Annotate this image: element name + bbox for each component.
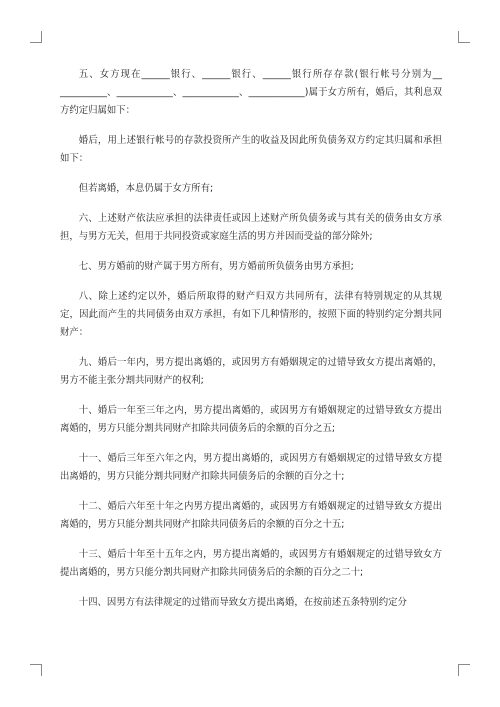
document-body — [60, 66, 442, 622]
clause-8-paragraph: 八、除上述约定以外，婚后所取得的财产归双方共同所有，法律有特别规定的从其规定，因此而产生的共同债务由双方承担，有如下几种情形的，按照下面的特别约定分割共同财产： — [60, 291, 442, 338]
clause-10-paragraph: 十、婚后一年至三年之内，男方提出离婚的，或因男方有婚姻规定的过错导致女方提出离婚的，男方只能分割共同财产扣除共同债务后的余额的百分之五; — [60, 405, 442, 434]
clause-12-paragraph: 十二、婚后六年至十年之内男方提出离婚的，或因男方有婚姻规定的过错导致女方提出离婚的，男方只能分割共同财产扣除共同债务后的余额的百分之十五; — [60, 501, 442, 530]
clause-5-paragraph: 五、女方现在______银行、______银行、______银行所存存款(银行帐号分别为__ __________、____________、____________、____________)属于女方所有，婚后，其利息双方约定归属如下： — [60, 69, 442, 116]
clause-14-paragraph: 十四、因男方有法律规定的过错而导致女方提出离婚，在按前述五条特别约定分 — [78, 597, 407, 608]
crop-mark-bottom-right — [458, 664, 470, 676]
clause-5-income-paragraph: 婚后，用上述银行帐号的存款投资所产生的收益及因此所负债务双方约定其归属和承担如下： — [60, 135, 442, 164]
clause-9-paragraph: 九、婚后一年内，男方提出离婚的，或因男方有婚姻规定的过错导致女方提出离婚的，男方不能主张分割共同财产的权利; — [60, 357, 442, 386]
clause-5-divorce-paragraph: 但若离婚，本息仍属于女方所有; — [78, 183, 214, 194]
crop-mark-bottom-left — [30, 664, 42, 676]
clause-11-paragraph: 十一、婚后三年至六年之内，男方提出离婚的，或因男方有婚姻规定的过错导致女方提出离婚的，男方只能分割共同财产扣除共同债务后的余额的百分之十; — [60, 453, 442, 482]
crop-mark-top-right — [458, 31, 470, 43]
crop-mark-top-left — [30, 31, 42, 43]
clause-6-paragraph: 六、上述财产依法应承担的法律责任或因上述财产所负债务或与其有关的债务由女方承担，与男方无关，但用于共同投资或家庭生活的男方并因而受益的部分除外; — [60, 213, 442, 242]
clause-7-paragraph: 七、男方婚前的财产属于男方所有，男方婚前所负债务由男方承担; — [78, 261, 354, 272]
clause-13-paragraph: 十三、婚后十年至十五年之内，男方提出离婚的，或因男方有婚姻规定的过错导致女方提出离婚的，男方只能分割共同财产扣除共同债务后的余额的百分之二十; — [60, 549, 442, 578]
